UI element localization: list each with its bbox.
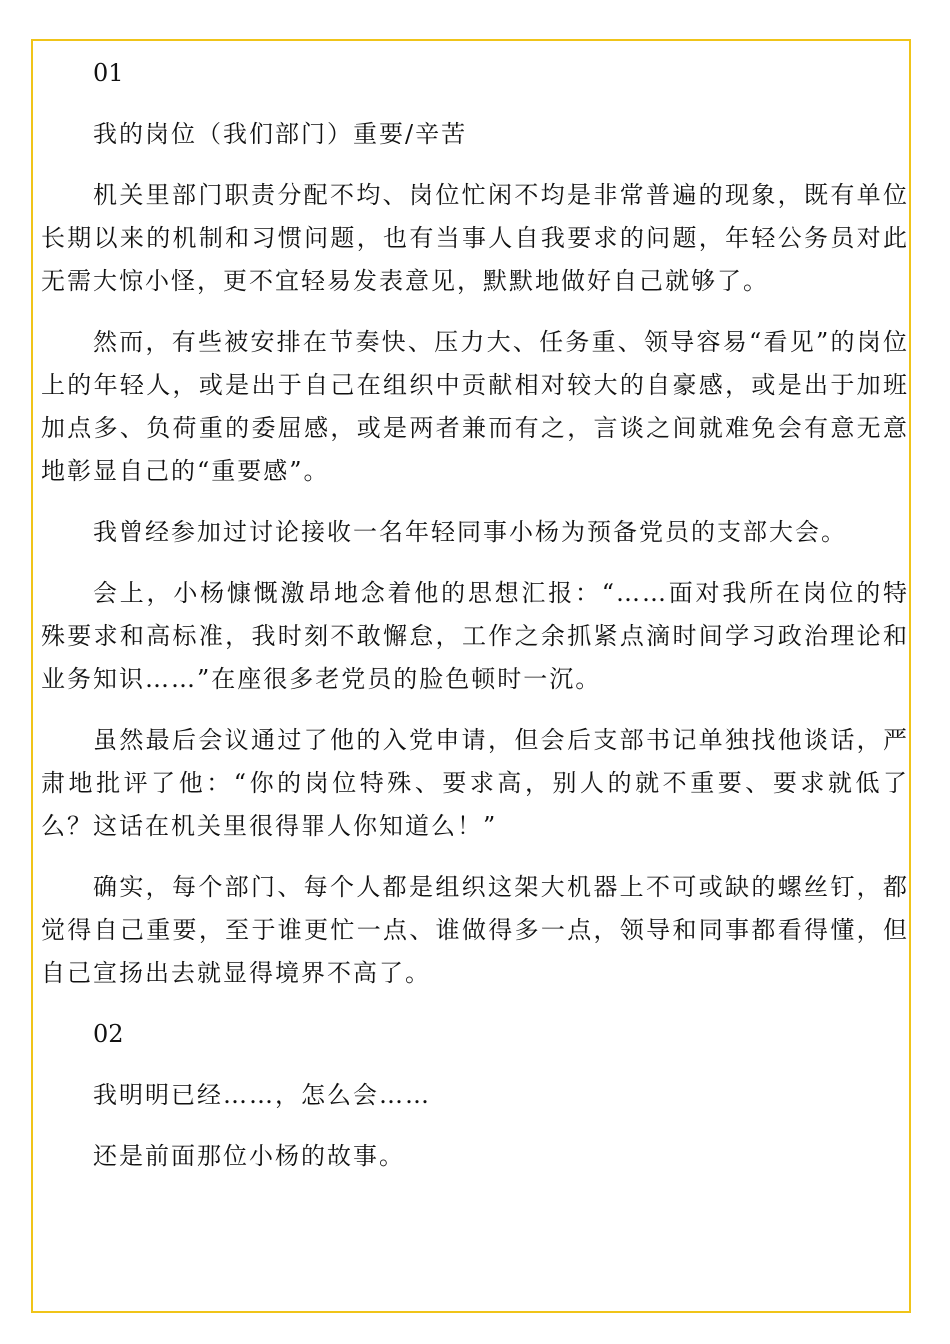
section-heading: 我明明已经……，怎么会…… <box>93 1081 431 1109</box>
section-heading: 我的岗位（我们部门）重要/辛苦 <box>93 120 468 148</box>
body-paragraph: 机关里部门职责分配不均、岗位忙闲不均是非常普遍的现象，既有单位长期以来的机制和习惯问题，也有当事人自我要求的问题，年轻公务员对此无需大惊小怪，更不宜轻易发表意见，默默地做好自己就够了。 <box>41 181 909 295</box>
section-number: 02 <box>93 1020 124 1048</box>
document-body <box>41 52 909 1196</box>
section-number: 01 <box>93 59 124 87</box>
body-paragraph: 我曾经参加过讨论接收一名年轻同事小杨为预备党员的支部大会。 <box>93 518 847 546</box>
body-paragraph: 然而，有些被安排在节奏快、压力大、任务重、领导容易“看见”的岗位上的年轻人，或是出于自己在组织中贡献相对较大的自豪感，或是出于加班加点多、负荷重的委屈感，或是两者兼而有之，言谈之间就难免会有意无意地彰显自己的“重要感”。 <box>41 328 909 485</box>
body-paragraph: 还是前面那位小杨的故事。 <box>93 1142 405 1170</box>
body-paragraph: 确实，每个部门、每个人都是组织这架大机器上不可或缺的螺丝钉，都觉得自己重要，至于谁更忙一点、谁做得多一点，领导和同事都看得懂，但自己宣扬出去就显得境界不高了。 <box>41 873 909 987</box>
body-paragraph: 会上，小杨慷慨激昂地念着他的思想汇报：“……面对我所在岗位的特殊要求和高标准，我时刻不敢懈怠，工作之余抓紧点滴时间学习政治理论和业务知识……”在座很多老党员的脸色顿时一沉。 <box>41 579 909 693</box>
body-paragraph: 虽然最后会议通过了他的入党申请，但会后支部书记单独找他谈话，严肃地批评了他：“你的岗位特殊、要求高，别人的就不重要、要求就低了么？这话在机关里很得罪人你知道么！” <box>41 726 909 840</box>
